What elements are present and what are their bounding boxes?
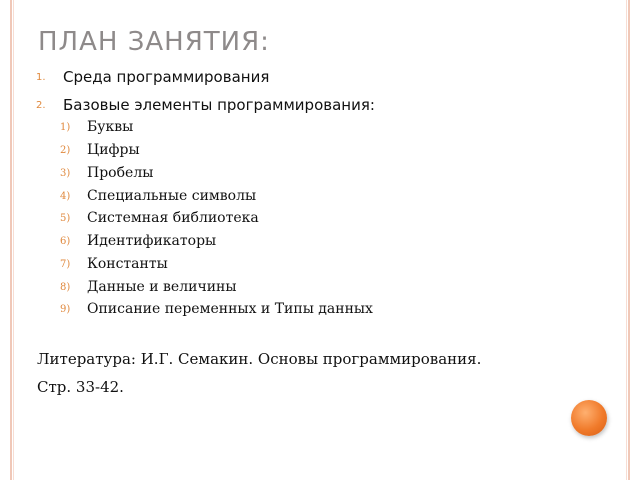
sub-list-number: 9) <box>60 304 71 315</box>
sub-list-number: 5) <box>60 213 71 224</box>
right-decor-stripe <box>626 0 627 480</box>
sub-list-number: 4) <box>60 191 71 202</box>
sub-list-item-label: Описание переменных и Типы данных <box>87 301 373 317</box>
sub-list-item-label: Данные и величины <box>87 279 237 295</box>
list-number: 2. <box>36 100 46 111</box>
sub-list-item-label: Идентификаторы <box>87 233 217 249</box>
sub-list-item-label: Специальные символы <box>87 188 257 204</box>
list-item-label: Среда программирования <box>63 68 270 86</box>
literature-text: Литература: И.Г. Семакин. Основы программирования. <box>37 350 482 368</box>
sub-list-number: 3) <box>60 168 71 179</box>
sub-list-number: 1) <box>60 122 71 133</box>
list-item-label: Базовые элементы программирования: <box>63 96 375 114</box>
left-decor-stripe <box>13 0 14 480</box>
sub-list-number: 7) <box>60 259 71 270</box>
sub-list-item-label: Системная библиотека <box>87 210 259 226</box>
sub-list-item-label: Цифры <box>87 142 140 158</box>
literature-pages: Стр. 33-42. <box>37 378 124 396</box>
sub-list-number: 2) <box>60 145 71 156</box>
sub-list-number: 8) <box>60 282 71 293</box>
sub-list-item-label: Константы <box>87 256 168 272</box>
sub-list-item-label: Пробелы <box>87 165 154 181</box>
sub-list-item-label: Буквы <box>87 119 134 135</box>
orange-orb-decoration <box>571 400 607 436</box>
list-number: 1. <box>36 72 46 83</box>
slide-title: ПЛАН ЗАНЯТИЯ: <box>38 27 270 57</box>
sub-list-number: 6) <box>60 236 71 247</box>
